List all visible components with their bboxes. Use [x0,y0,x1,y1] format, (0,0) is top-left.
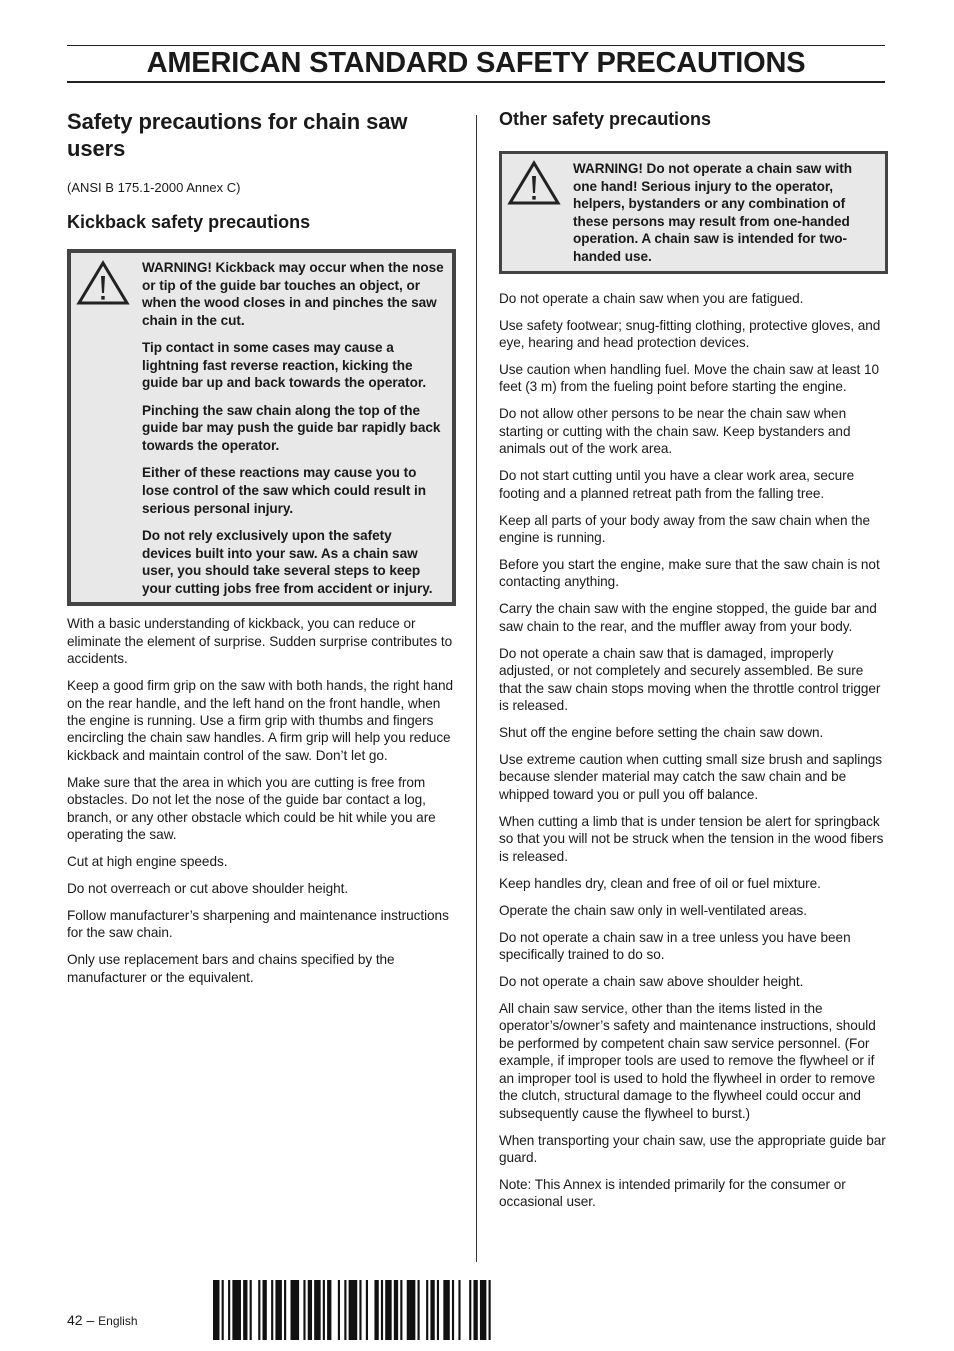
section-title: Safety precautions for chain saw users [67,109,408,161]
barcode-bar [430,1280,434,1340]
warning-paragraph: WARNING! Do not operate a chain saw with one hand! Serious injury to the operator, helpers, bystanders or any combination of these persons may result from one-handed operation. A chain saw is intended for two-handed use. [573,161,852,264]
barcode-bar [338,1280,340,1340]
barcode-bar [327,1280,331,1340]
barcode-bar [366,1280,368,1340]
footer-language: English [98,1314,138,1328]
body-paragraph: With a basic understanding of kickback, you can reduce or eliminate the element of surprise. Sudden surprise contributes to accidents. [67,616,453,667]
body-paragraph: Keep handles dry, clean and free of oil or fuel mixture. [499,875,821,891]
barcode-bar [323,1280,325,1340]
body-paragraph: Do not operate a chain saw above shoulder height. [499,974,804,990]
warning-triangle-icon [506,159,562,207]
barcode-bar [385,1280,391,1340]
warning-triangle-icon [75,259,131,307]
barcode-bar [400,1280,402,1340]
body-paragraph: Note: This Annex is intended primarily for the consumer or occasional user. [499,1176,846,1210]
barcode-bar [473,1280,477,1340]
barcode-bar [303,1280,305,1340]
warning-paragraph: Pinching the saw chain along the top of the guide bar may push the guide bar rapidly back towards the operator. [142,402,441,453]
barcode-bar [232,1280,241,1340]
body-paragraph: Operate the chain saw only in well-ventilated areas. [499,902,807,918]
warning-paragraph: Do not rely exclusively upon the safety devices built into your saw. As a chain saw user, you should take several steps to keep your cutting jobs free from accident or injury. [142,527,433,596]
page-title: AMERICAN STANDARD SAFETY PRECAUTIONS [146,47,806,79]
barcode-bar [228,1280,230,1340]
barcode-bar [469,1280,471,1340]
body-paragraph: Keep a good firm grip on the saw with both hands, the right hand on the rear handle, and the left hand on the front handle, when the engine is running. Use a firm grip with thumbs and fingers encircling the chain saw handles. A firm grip will help you reduce kickback and maintain control of the saw. Don’t let go. [67,678,453,763]
body-paragraph: Follow manufacturer’s sharpening and maintenance instructions for the saw chain. [67,907,449,941]
barcode-bar [275,1280,281,1340]
body-paragraph: Use extreme caution when cutting small size brush and saplings because slender material may catch the saw chain and be whipped toward you or pull you off balance. [499,752,883,802]
left-column [67,108,456,996]
barcode-bar [452,1280,454,1340]
barcode-bar [418,1280,420,1340]
barcode-bar [407,1280,416,1340]
barcode-bar [437,1280,439,1340]
body-paragraph: Do not overreach or cut above shoulder height. [67,880,349,896]
barcode-bar [349,1280,358,1340]
barcode-bar [243,1280,247,1340]
right-column [499,108,888,1220]
barcode-bar [344,1280,346,1340]
body-paragraph: When transporting your chain saw, use the appropriate guide bar guard. [499,1132,886,1165]
body-paragraph: Make sure that the area in which you are cutting is free from obstacles. Do not let the nose of the guide bar contact a log, branch, or any other obstacle which could be hit while you are operating the saw. [67,774,436,842]
body-paragraph: Do not operate a chain saw that is damaged, improperly adjusted, or not completely and securely assembled. Be sure that the saw chain stops moving when the throttle control trigger is released. [499,645,881,714]
body-paragraph: All chain saw service, other than the items listed in the operator’s/owner’s safety and maintenance instructions, should be performed by competent chain saw service personnel. (For example, if improper tools are used to remove the flywheel or if an improper tool is used to hold the flywheel in order to remove the clutch, structural damage to the flywheel could occur and subsequently cause the flywheel to burst.) [499,1001,876,1121]
body-paragraph: Do not operate a chain saw in a tree unless you have been specifically trained to do so. [499,929,851,963]
warning-paragraph: Either of these reactions may cause you to lose control of the saw which could result in serious personal injury. [142,465,427,516]
body-paragraph: Do not operate a chain saw when you are fatigued. [499,290,804,306]
warning-paragraph: WARNING! Kickback may occur when the nose or tip of the guide bar touches an object, or when the wood closes in and pinches the saw chain in the cut. [142,260,444,328]
body-paragraph: Shut off the engine before setting the chain saw down. [499,725,824,741]
body-paragraph: Use caution when handling fuel. Move the chain saw at least 10 feet (3 m) from the fueling point before starting the engine. [499,361,880,395]
barcode-bar [359,1280,361,1340]
barcode-bar [381,1280,383,1340]
kickback-subtitle: Kickback safety precautions [67,212,311,232]
body-paragraph: Do not start cutting until you have a clear work area, secure footing and a planned retreat path from the falling tree. [499,468,855,501]
barcode-bar [284,1280,286,1340]
barcode-bar [250,1280,252,1340]
barcode-bar [489,1280,491,1340]
body-paragraph: Use safety footwear; snug-fitting clothing, protective gloves, and eye, hearing and head protection devices. [499,317,881,350]
barcode-icon [213,1280,495,1340]
barcode-bar [480,1280,486,1340]
barcode-bar [426,1280,428,1340]
body-paragraph: Do not allow other persons to be near the chain saw when starting or cutting with the chain saw. Keep bystanders and animals out of the work area. [499,406,851,457]
page-footer [67,1312,138,1330]
body-paragraph: Carry the chain saw with the engine stopped, the guide bar and saw chain to the rear, and the muffler away from your body. [499,601,877,634]
body-paragraph: Only use replacement bars and chains specified by the manufacturer or the equivalent. [67,952,395,985]
body-paragraph: Keep all parts of your body away from the saw chain when the engine is running. [499,512,871,545]
footer-separator: – [86,1312,95,1328]
barcode-bar [458,1280,460,1340]
barcode-bar [374,1280,378,1340]
barcode-bar [308,1280,312,1340]
barcode-bar [263,1280,267,1340]
kickback-warning-box [67,249,456,606]
barcode-bar [213,1280,219,1340]
barcode-bar [291,1280,300,1340]
header-rule-bottom [67,81,885,83]
body-paragraph: Cut at high engine speeds. [67,853,228,869]
page-number: 42 [67,1312,83,1328]
one-hand-warning-box [499,151,888,274]
body-paragraph: Before you start the engine, make sure that the saw chain is not contacting anything. [499,557,880,590]
other-precautions-subtitle: Other safety precautions [499,109,712,129]
barcode-bar [222,1280,224,1340]
barcode-bar [258,1280,260,1340]
body-paragraph: When cutting a limb that is under tension be alert for springback so that you will not be struck when the tension in the wood fibers is released. [499,813,884,864]
column-divider [476,115,477,1262]
warning-paragraph: Tip contact in some cases may cause a lightning fast reverse reaction, kicking the guide bar up and back towards the operator. [142,340,427,391]
barcode-bar [314,1280,320,1340]
barcode-bar [443,1280,449,1340]
standard-reference: (ANSI B 175.1-2000 Annex C) [67,180,241,195]
barcode-bar [394,1280,398,1340]
barcode-bar [271,1280,273,1340]
